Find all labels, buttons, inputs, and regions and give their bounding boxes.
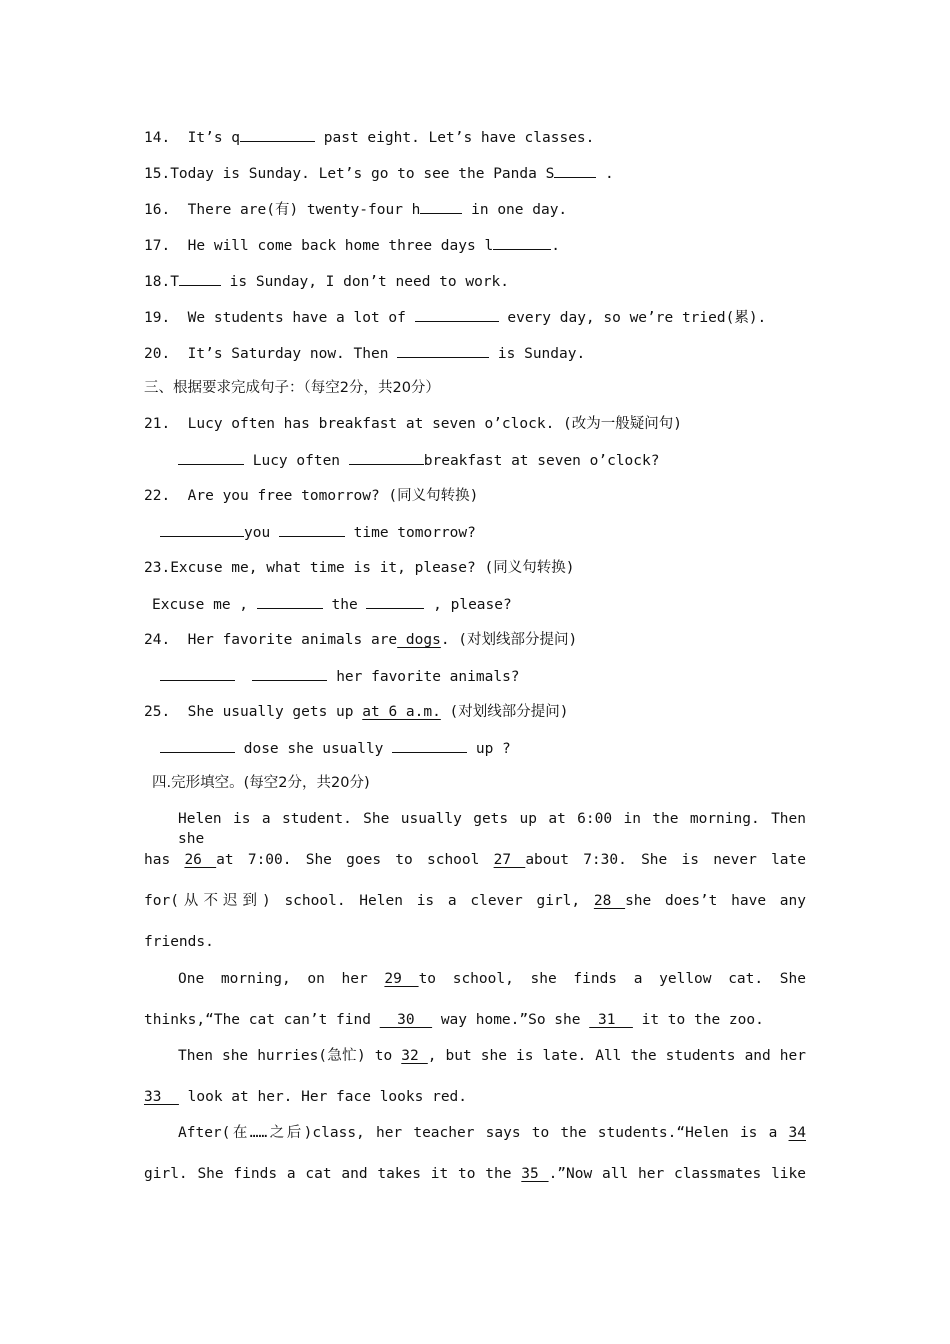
answer-blank[interactable]: [160, 666, 235, 681]
answer-blank[interactable]: [179, 271, 221, 286]
cloze-paragraph-4-line-1: After(在……之后)class, her teacher says to the students.“Helen is a 34: [178, 1125, 806, 1141]
cloze-blank-34[interactable]: 34: [788, 1125, 806, 1141]
cloze-blank-31[interactable]: 31: [589, 1012, 633, 1028]
answer-blank[interactable]: [397, 343, 489, 358]
cloze-blank-33[interactable]: 33: [144, 1089, 179, 1105]
cloze-paragraph-2-line-1: One morning, on her 29 to school, she finds a yellow cat. She: [178, 971, 806, 987]
answer-blank[interactable]: [420, 199, 462, 214]
question-20: 20. It’s Saturday now. Then is Sunday.: [144, 343, 585, 364]
answer-blank[interactable]: [415, 307, 499, 322]
cloze-paragraph-1-line-4: friends.: [144, 934, 214, 950]
cloze-paragraph-4-line-2: girl. She finds a cat and takes it to the 35 .”Now all her classmates like: [144, 1166, 806, 1182]
cloze-blank-29[interactable]: 29: [384, 971, 419, 987]
question-21-answer: Lucy often breakfast at seven o’clock?: [178, 450, 659, 471]
question-22-prompt: 22. Are you free tomorrow? (同义句转换): [144, 488, 479, 504]
answer-blank[interactable]: [279, 522, 345, 537]
cloze-paragraph-3-line-1: Then she hurries(急忙) to 32 , but she is late. All the students and her: [178, 1048, 806, 1064]
answer-blank[interactable]: [240, 127, 315, 142]
answer-blank[interactable]: [160, 522, 244, 537]
cloze-blank-28[interactable]: 28: [593, 893, 626, 909]
answer-blank[interactable]: [257, 594, 323, 609]
answer-blank[interactable]: [392, 738, 467, 753]
cloze-paragraph-3-line-2: 33 look at her. Her face looks red.: [144, 1089, 468, 1105]
cloze-paragraph-1-line-1: Helen is a student. She usually gets up at 6:00 in the morning. Then she: [178, 811, 806, 847]
cloze-blank-32[interactable]: 32: [401, 1048, 428, 1064]
question-19: 19. We students have a lot of every day, so we’re tried(累).: [144, 307, 766, 328]
question-23-prompt: 23.Excuse me, what time is it, please? (同义句转换): [144, 560, 575, 576]
answer-blank[interactable]: [493, 235, 551, 250]
question-24-prompt: 24. Her favorite animals are dogs. (对划线部分提问): [144, 632, 578, 648]
cloze-paragraph-1-line-3: for(从不迟到) school. Helen is a clever girl, 28 she does’t have any: [144, 893, 806, 909]
cloze-blank-26[interactable]: 26: [184, 852, 217, 868]
question-16: 16. There are(有) twenty-four h in one day.: [144, 199, 567, 220]
section-3-heading: 三、根据要求完成句子：（每空2分，共20分）: [144, 380, 440, 396]
answer-blank[interactable]: [252, 666, 327, 681]
answer-blank[interactable]: [554, 163, 596, 178]
question-15: 15.Today is Sunday. Let’s go to see the Panda S .: [144, 163, 614, 184]
cloze-paragraph-2-line-2: thinks,“The cat can’t find 30 way home.”So she 31 it to the zoo.: [144, 1012, 764, 1028]
cloze-blank-27[interactable]: 27: [493, 852, 526, 868]
cloze-blank-30[interactable]: 30: [379, 1012, 433, 1028]
question-14: 14. It’s q past eight. Let’s have classes.: [144, 127, 594, 148]
cloze-paragraph-1-line-2: has 26 at 7:00. She goes to school 27 about 7:30. She is never late: [144, 852, 806, 868]
question-23-answer: Excuse me , the , please?: [152, 594, 512, 615]
question-17: 17. He will come back home three days l .: [144, 235, 560, 256]
question-24-answer: her favorite animals?: [160, 666, 520, 687]
answer-blank[interactable]: [178, 450, 244, 465]
answer-blank[interactable]: [349, 450, 424, 465]
question-25-prompt: 25. She usually gets up at 6 a.m. (对划线部分提问): [144, 704, 569, 720]
question-25-answer: dose she usually up ?: [160, 738, 511, 759]
section-4-heading: 四.完形填空。(每空2分，共20分): [152, 775, 370, 791]
cloze-blank-35[interactable]: 35: [521, 1166, 549, 1182]
question-22-answer: you time tomorrow?: [160, 522, 476, 543]
answer-blank[interactable]: [366, 594, 424, 609]
answer-blank[interactable]: [160, 738, 235, 753]
question-18: 18.T is Sunday, I don’t need to work.: [144, 271, 509, 292]
question-21-prompt: 21. Lucy often has breakfast at seven o’clock. (改为一般疑问句): [144, 416, 682, 432]
